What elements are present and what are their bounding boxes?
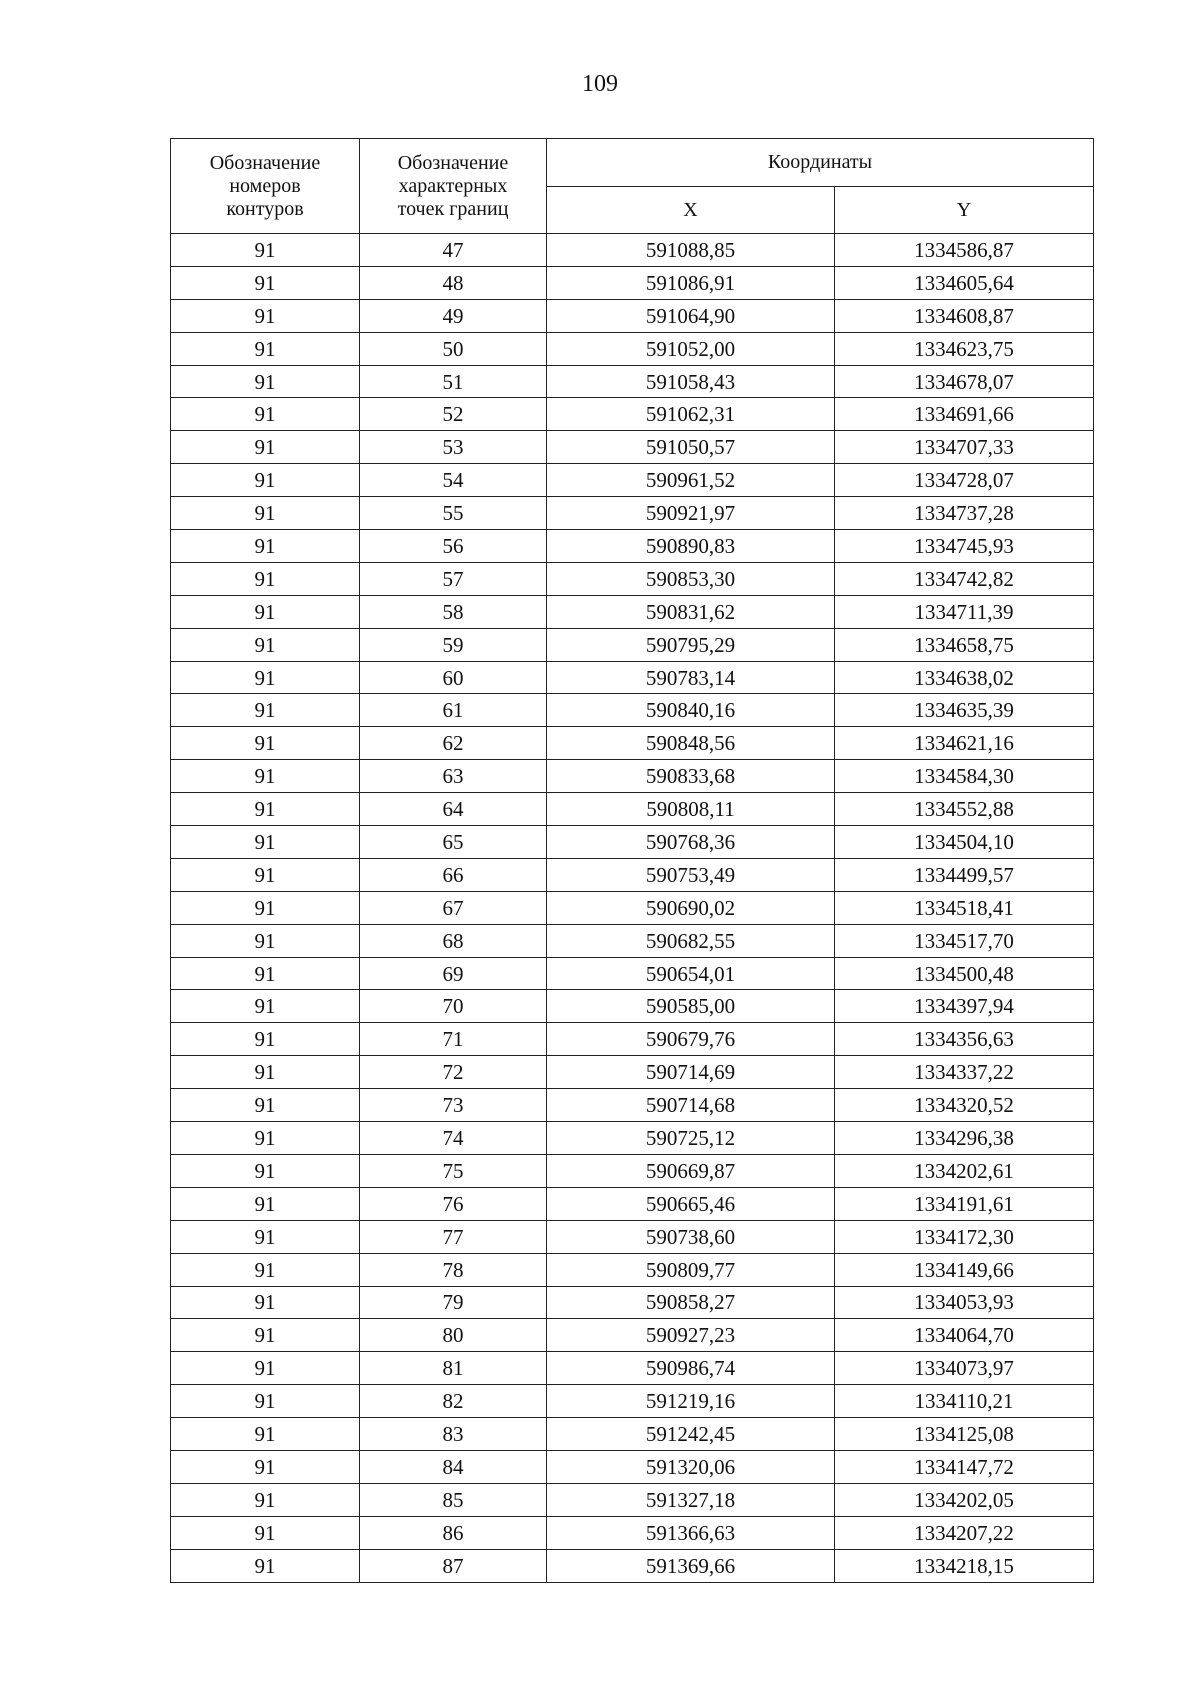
table-row xyxy=(171,826,1094,859)
y-coordinate-cell: 1334621,16 xyxy=(835,727,1094,760)
y-coordinate-cell: 1334678,07 xyxy=(835,365,1094,398)
y-coordinate-cell: 1334728,07 xyxy=(835,464,1094,497)
x-coordinate-cell: 591052,00 xyxy=(547,332,835,365)
contour-number-cell: 91 xyxy=(171,1385,360,1418)
table-row xyxy=(171,1089,1094,1122)
y-coordinate-cell: 1334191,61 xyxy=(835,1187,1094,1220)
y-coordinate-cell: 1334337,22 xyxy=(835,1056,1094,1089)
contour-number-cell: 91 xyxy=(171,628,360,661)
contour-number-cell: 91 xyxy=(171,694,360,727)
point-number-cell: 52 xyxy=(360,398,547,431)
contour-number-cell: 91 xyxy=(171,1253,360,1286)
table-row xyxy=(171,924,1094,957)
point-header-line-1: Обозначение xyxy=(397,151,509,174)
contour-number-cell: 91 xyxy=(171,431,360,464)
x-coordinate-cell: 590738,60 xyxy=(547,1220,835,1253)
table-row xyxy=(171,234,1094,267)
contour-number-cell: 91 xyxy=(171,365,360,398)
y-coordinate-cell: 1334691,66 xyxy=(835,398,1094,431)
x-coordinate-cell: 590858,27 xyxy=(547,1286,835,1319)
point-number-cell: 51 xyxy=(360,365,547,398)
x-coordinate-cell: 591219,16 xyxy=(547,1385,835,1418)
table-row xyxy=(171,365,1094,398)
point-number-cell: 85 xyxy=(360,1483,547,1516)
x-coordinate-cell: 590831,62 xyxy=(547,595,835,628)
x-coordinate-cell: 591366,63 xyxy=(547,1516,835,1549)
contour-number-cell: 91 xyxy=(171,1220,360,1253)
x-header: X xyxy=(547,187,835,234)
table-row xyxy=(171,1286,1094,1319)
y-coordinate-cell: 1334517,70 xyxy=(835,924,1094,957)
table-row xyxy=(171,858,1094,891)
point-number-cell: 63 xyxy=(360,760,547,793)
table-row xyxy=(171,1187,1094,1220)
table-row xyxy=(171,1220,1094,1253)
y-coordinate-cell: 1334504,10 xyxy=(835,826,1094,859)
x-coordinate-cell: 591242,45 xyxy=(547,1418,835,1451)
x-coordinate-cell: 591064,90 xyxy=(547,299,835,332)
table-row xyxy=(171,727,1094,760)
contour-number-cell: 91 xyxy=(171,595,360,628)
point-number-cell: 59 xyxy=(360,628,547,661)
x-coordinate-cell: 590848,56 xyxy=(547,727,835,760)
contour-number-cell: 91 xyxy=(171,727,360,760)
point-number-cell: 53 xyxy=(360,431,547,464)
table-row xyxy=(171,1154,1094,1187)
point-number-cell: 87 xyxy=(360,1549,547,1582)
point-number-cell: 47 xyxy=(360,234,547,267)
contour-number-cell: 91 xyxy=(171,1023,360,1056)
point-number-cell: 54 xyxy=(360,464,547,497)
x-coordinate-cell: 590679,76 xyxy=(547,1023,835,1056)
y-coordinate-cell: 1334125,08 xyxy=(835,1418,1094,1451)
contour-header-line-2: номеров xyxy=(229,174,301,197)
contour-number-cell: 91 xyxy=(171,1418,360,1451)
y-coordinate-cell: 1334500,48 xyxy=(835,957,1094,990)
contour-number-cell: 91 xyxy=(171,661,360,694)
y-coordinate-cell: 1334635,39 xyxy=(835,694,1094,727)
contour-number-cell: 91 xyxy=(171,234,360,267)
boundary-point-header xyxy=(360,139,547,234)
point-number-cell: 62 xyxy=(360,727,547,760)
contour-number-cell: 91 xyxy=(171,793,360,826)
x-coordinate-cell: 590961,52 xyxy=(547,464,835,497)
table-row xyxy=(171,1450,1094,1483)
point-number-cell: 79 xyxy=(360,1286,547,1319)
table-row xyxy=(171,332,1094,365)
y-coordinate-cell: 1334638,02 xyxy=(835,661,1094,694)
table-row xyxy=(171,497,1094,530)
point-number-cell: 64 xyxy=(360,793,547,826)
table-row xyxy=(171,1023,1094,1056)
x-coordinate-cell: 590669,87 xyxy=(547,1154,835,1187)
x-coordinate-cell: 591369,66 xyxy=(547,1549,835,1582)
x-coordinate-cell: 591320,06 xyxy=(547,1450,835,1483)
contour-number-cell: 91 xyxy=(171,398,360,431)
y-coordinate-cell: 1334172,30 xyxy=(835,1220,1094,1253)
point-number-cell: 60 xyxy=(360,661,547,694)
point-number-cell: 80 xyxy=(360,1319,547,1352)
point-number-cell: 77 xyxy=(360,1220,547,1253)
table-row xyxy=(171,793,1094,826)
x-coordinate-cell: 591050,57 xyxy=(547,431,835,464)
table-row xyxy=(171,1483,1094,1516)
contour-number-cell: 91 xyxy=(171,858,360,891)
point-number-cell: 61 xyxy=(360,694,547,727)
point-number-cell: 76 xyxy=(360,1187,547,1220)
table-row xyxy=(171,266,1094,299)
x-coordinate-cell: 591327,18 xyxy=(547,1483,835,1516)
point-header-line-2: характерных xyxy=(398,174,508,197)
x-coordinate-cell: 590921,97 xyxy=(547,497,835,530)
x-coordinate-cell: 590890,83 xyxy=(547,530,835,563)
table-row xyxy=(171,398,1094,431)
table-header xyxy=(171,139,1094,234)
y-coordinate-cell: 1334110,21 xyxy=(835,1385,1094,1418)
contour-number-cell: 91 xyxy=(171,1516,360,1549)
y-coordinate-cell: 1334518,41 xyxy=(835,891,1094,924)
x-coordinate-cell: 590986,74 xyxy=(547,1352,835,1385)
y-coordinate-cell: 1334552,88 xyxy=(835,793,1094,826)
contour-number-cell: 91 xyxy=(171,1089,360,1122)
table-row xyxy=(171,760,1094,793)
x-coordinate-cell: 590783,14 xyxy=(547,661,835,694)
point-number-cell: 67 xyxy=(360,891,547,924)
contour-number-cell: 91 xyxy=(171,562,360,595)
page-number: 109 xyxy=(582,71,618,97)
y-coordinate-cell: 1334586,87 xyxy=(835,234,1094,267)
y-coordinate-cell: 1334499,57 xyxy=(835,858,1094,891)
x-coordinate-cell: 590690,02 xyxy=(547,891,835,924)
contour-number-cell: 91 xyxy=(171,990,360,1023)
y-coordinate-cell: 1334658,75 xyxy=(835,628,1094,661)
point-number-cell: 75 xyxy=(360,1154,547,1187)
contour-number-cell: 91 xyxy=(171,530,360,563)
point-number-cell: 69 xyxy=(360,957,547,990)
x-coordinate-cell: 590585,00 xyxy=(547,990,835,1023)
point-number-cell: 66 xyxy=(360,858,547,891)
y-coordinate-cell: 1334356,63 xyxy=(835,1023,1094,1056)
table-row xyxy=(171,1056,1094,1089)
x-coordinate-cell: 591062,31 xyxy=(547,398,835,431)
point-number-cell: 58 xyxy=(360,595,547,628)
y-coordinate-cell: 1334707,33 xyxy=(835,431,1094,464)
point-number-cell: 65 xyxy=(360,826,547,859)
table-row xyxy=(171,530,1094,563)
point-number-cell: 83 xyxy=(360,1418,547,1451)
x-coordinate-cell: 590768,36 xyxy=(547,826,835,859)
table-row xyxy=(171,595,1094,628)
x-coordinate-cell: 590714,69 xyxy=(547,1056,835,1089)
x-coordinate-cell: 590808,11 xyxy=(547,793,835,826)
y-coordinate-cell: 1334207,22 xyxy=(835,1516,1094,1549)
x-coordinate-cell: 590809,77 xyxy=(547,1253,835,1286)
x-coordinate-cell: 590682,55 xyxy=(547,924,835,957)
point-number-cell: 70 xyxy=(360,990,547,1023)
table-row xyxy=(171,1549,1094,1582)
x-coordinate-cell: 590654,01 xyxy=(547,957,835,990)
table-row xyxy=(171,990,1094,1023)
y-coordinate-cell: 1334149,66 xyxy=(835,1253,1094,1286)
point-number-cell: 49 xyxy=(360,299,547,332)
y-coordinate-cell: 1334605,64 xyxy=(835,266,1094,299)
contour-number-cell: 91 xyxy=(171,924,360,957)
contour-number-cell: 91 xyxy=(171,1549,360,1582)
contour-number-cell: 91 xyxy=(171,1450,360,1483)
y-coordinate-cell: 1334608,87 xyxy=(835,299,1094,332)
table-row xyxy=(171,1352,1094,1385)
point-number-cell: 78 xyxy=(360,1253,547,1286)
y-coordinate-cell: 1334623,75 xyxy=(835,332,1094,365)
table-row xyxy=(171,628,1094,661)
contour-number-cell: 91 xyxy=(171,464,360,497)
point-number-cell: 74 xyxy=(360,1122,547,1155)
point-number-cell: 86 xyxy=(360,1516,547,1549)
y-coordinate-cell: 1334064,70 xyxy=(835,1319,1094,1352)
x-coordinate-cell: 590833,68 xyxy=(547,760,835,793)
x-coordinate-cell: 591088,85 xyxy=(547,234,835,267)
y-coordinate-cell: 1334202,61 xyxy=(835,1154,1094,1187)
point-number-cell: 81 xyxy=(360,1352,547,1385)
contour-number-cell: 91 xyxy=(171,1154,360,1187)
table-row xyxy=(171,1319,1094,1352)
point-number-cell: 68 xyxy=(360,924,547,957)
y-header: Y xyxy=(835,187,1094,234)
x-coordinate-cell: 591058,43 xyxy=(547,365,835,398)
table-row xyxy=(171,1385,1094,1418)
y-coordinate-cell: 1334711,39 xyxy=(835,595,1094,628)
y-coordinate-cell: 1334053,93 xyxy=(835,1286,1094,1319)
table-row xyxy=(171,562,1094,595)
x-coordinate-cell: 591086,91 xyxy=(547,266,835,299)
point-number-cell: 84 xyxy=(360,1450,547,1483)
point-number-cell: 56 xyxy=(360,530,547,563)
table-row xyxy=(171,1253,1094,1286)
x-coordinate-cell: 590714,68 xyxy=(547,1089,835,1122)
y-coordinate-cell: 1334147,72 xyxy=(835,1450,1094,1483)
table-row xyxy=(171,661,1094,694)
point-header-line-3: точек границ xyxy=(397,197,509,220)
y-coordinate-cell: 1334397,94 xyxy=(835,990,1094,1023)
point-number-cell: 82 xyxy=(360,1385,547,1418)
contour-number-cell: 91 xyxy=(171,1286,360,1319)
coordinates-header: Координаты xyxy=(547,139,1094,187)
contour-header-line-1: Обозначение xyxy=(209,151,321,174)
table-row xyxy=(171,891,1094,924)
point-number-cell: 57 xyxy=(360,562,547,595)
table-row xyxy=(171,1122,1094,1155)
table-body xyxy=(171,234,1094,1583)
x-coordinate-cell: 590753,49 xyxy=(547,858,835,891)
table-row xyxy=(171,1418,1094,1451)
contour-number-cell: 91 xyxy=(171,332,360,365)
coordinates-table xyxy=(170,138,1094,1583)
contour-number-cell: 91 xyxy=(171,1483,360,1516)
contour-number-cell: 91 xyxy=(171,760,360,793)
x-coordinate-cell: 590853,30 xyxy=(547,562,835,595)
y-coordinate-cell: 1334218,15 xyxy=(835,1549,1094,1582)
y-coordinate-cell: 1334745,93 xyxy=(835,530,1094,563)
contour-number-cell: 91 xyxy=(171,891,360,924)
y-coordinate-cell: 1334296,38 xyxy=(835,1122,1094,1155)
table-row xyxy=(171,694,1094,727)
contour-number-cell: 91 xyxy=(171,497,360,530)
point-number-cell: 72 xyxy=(360,1056,547,1089)
table-row xyxy=(171,431,1094,464)
x-coordinate-cell: 590725,12 xyxy=(547,1122,835,1155)
y-coordinate-cell: 1334737,28 xyxy=(835,497,1094,530)
contour-number-cell: 91 xyxy=(171,1056,360,1089)
contour-number-cell: 91 xyxy=(171,299,360,332)
contour-number-cell: 91 xyxy=(171,266,360,299)
x-coordinate-cell: 590927,23 xyxy=(547,1319,835,1352)
table-row xyxy=(171,1516,1094,1549)
y-coordinate-cell: 1334202,05 xyxy=(835,1483,1094,1516)
table-row xyxy=(171,957,1094,990)
x-coordinate-cell: 590840,16 xyxy=(547,694,835,727)
table-row xyxy=(171,299,1094,332)
contour-header-line-3: контуров xyxy=(226,197,304,220)
x-coordinate-cell: 590665,46 xyxy=(547,1187,835,1220)
y-coordinate-cell: 1334073,97 xyxy=(835,1352,1094,1385)
contour-number-cell: 91 xyxy=(171,826,360,859)
contour-number-cell: 91 xyxy=(171,1122,360,1155)
y-coordinate-cell: 1334584,30 xyxy=(835,760,1094,793)
point-number-cell: 50 xyxy=(360,332,547,365)
point-number-cell: 48 xyxy=(360,266,547,299)
x-coordinate-cell: 590795,29 xyxy=(547,628,835,661)
contour-number-header xyxy=(171,139,360,234)
y-coordinate-cell: 1334320,52 xyxy=(835,1089,1094,1122)
contour-number-cell: 91 xyxy=(171,1352,360,1385)
contour-number-cell: 91 xyxy=(171,957,360,990)
point-number-cell: 71 xyxy=(360,1023,547,1056)
table-row xyxy=(171,464,1094,497)
contour-number-cell: 91 xyxy=(171,1187,360,1220)
point-number-cell: 55 xyxy=(360,497,547,530)
point-number-cell: 73 xyxy=(360,1089,547,1122)
y-coordinate-cell: 1334742,82 xyxy=(835,562,1094,595)
contour-number-cell: 91 xyxy=(171,1319,360,1352)
